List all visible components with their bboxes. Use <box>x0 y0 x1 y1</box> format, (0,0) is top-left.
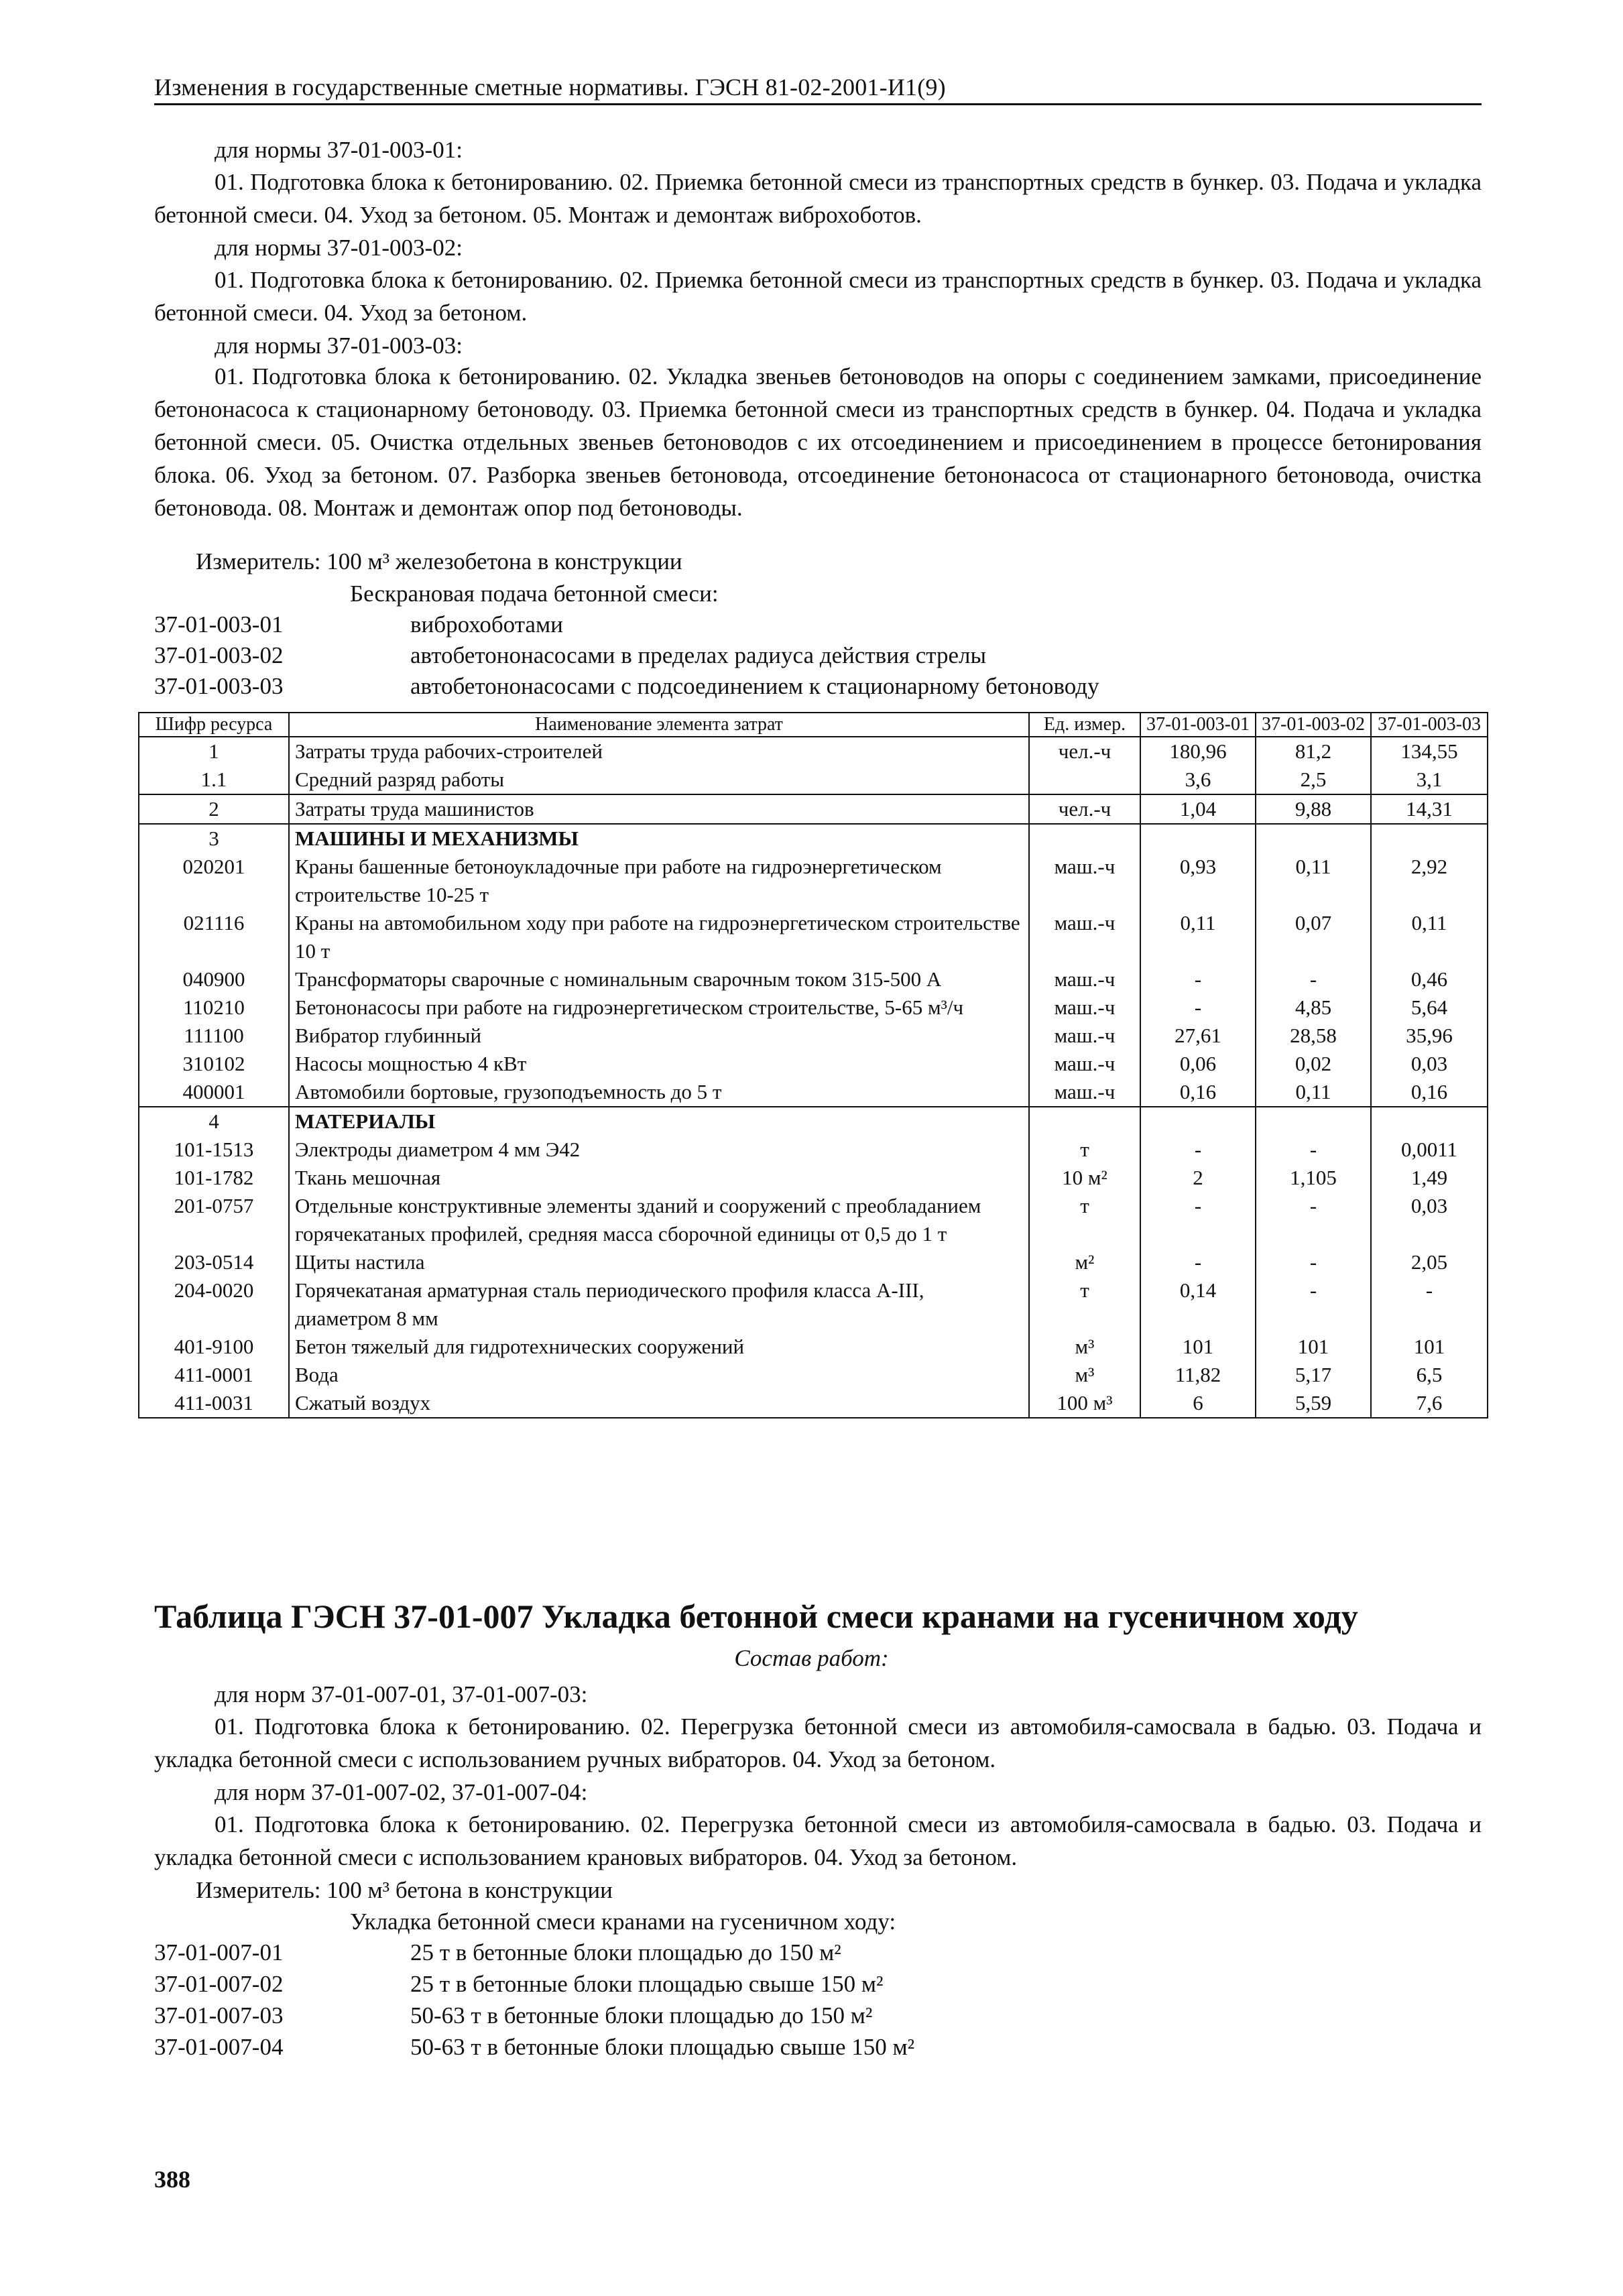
cell-value-3: 2,05 <box>1371 1248 1488 1276</box>
cell-value-3 <box>1371 1107 1488 1136</box>
cell-name: Сжатый воздух <box>289 1389 1029 1418</box>
cell-value-1 <box>1140 824 1256 853</box>
cell-code: 1 <box>139 737 289 766</box>
table-row <box>139 766 1488 794</box>
cell-name: Бетон тяжелый для гидротехнических сооружений <box>289 1333 1029 1361</box>
norm-text-body: 01. Подготовка блока к бетонированию. 02. Приемка бетонной смеси из транспортных средств в бункер. 03. Подача и укладка бетонной смеси. 04. Уход за бетоном. <box>154 267 1482 326</box>
cell-value-2: 0,11 <box>1256 1078 1371 1107</box>
cell-unit: чел.-ч <box>1029 737 1140 766</box>
cell-value-3: 0,46 <box>1371 965 1488 993</box>
item-code: 37-01-007-02 <box>154 1971 284 1997</box>
cell-value-2: 0,02 <box>1256 1050 1371 1078</box>
cell-name: Вода <box>289 1361 1029 1389</box>
norm-title: для нормы 37-01-003-01: <box>215 137 463 163</box>
cell-value-3: 0,11 <box>1371 909 1488 965</box>
item-desc: виброхоботами <box>410 611 563 638</box>
cell-value-1: 0,93 <box>1140 853 1256 909</box>
header-col2: 37-01-003-02 <box>1256 713 1371 737</box>
cell-value-1: - <box>1140 1136 1256 1164</box>
norm-text-body: 01. Подготовка блока к бетонированию. 02. Перегрузка бетонной смеси из автомобиля-самосвала в бадью. 03. Подача и укладка бетонной смеси с использованием крановых вибраторов. 04. Уход за бетоном. <box>154 1811 1482 1870</box>
norm-title: для нормы 37-01-003-03: <box>215 333 463 359</box>
cell-code: 310102 <box>139 1050 289 1078</box>
norm-text-body: 01. Подготовка блока к бетонированию. 02. Приемка бетонной смеси из транспортных средств в бункер. 03. Подача и укладка бетонной смеси. 04. Уход за бетоном. 05. Монтаж и демонтаж виброхоботов. <box>154 169 1482 228</box>
header-col1: 37-01-003-01 <box>1140 713 1256 737</box>
cell-code: 021116 <box>139 909 289 965</box>
table-row <box>139 1276 1488 1333</box>
cell-name: Насосы мощностью 4 кВт <box>289 1050 1029 1078</box>
cell-value-2: 101 <box>1256 1333 1371 1361</box>
cell-value-2: 0,07 <box>1256 909 1371 965</box>
cell-value-3: 1,49 <box>1371 1164 1488 1192</box>
cell-name: Затраты труда рабочих-строителей <box>289 737 1029 766</box>
cell-name: Горячекатаная арматурная сталь периодического профиля класса А-III, диаметром 8 мм <box>289 1276 1029 1333</box>
norm-title: для норм 37-01-007-02, 37-01-007-04: <box>215 1779 588 1805</box>
cell-value-1: 1,04 <box>1140 794 1256 824</box>
cell-code: 203-0514 <box>139 1248 289 1276</box>
norm-title: для нормы 37-01-003-02: <box>215 235 463 261</box>
cell-value-3: - <box>1371 1276 1488 1333</box>
cell-unit: т <box>1029 1192 1140 1248</box>
item-code: 37-01-003-03 <box>154 673 284 699</box>
item-code: 37-01-007-01 <box>154 1939 284 1966</box>
table-row <box>139 1107 1488 1136</box>
item-desc: 50-63 т в бетонные блоки площадью свыше 150 м² <box>410 2034 915 2060</box>
item-desc: автобетононасосами с подсоединением к стационарному бетоноводу <box>410 673 1099 699</box>
norm-text <box>154 360 1482 524</box>
cell-unit <box>1029 1107 1140 1136</box>
cell-code: 111100 <box>139 1022 289 1050</box>
item-desc: 25 т в бетонные блоки площадью свыше 150 м² <box>410 1971 884 1997</box>
cell-unit <box>1029 824 1140 853</box>
norm-title: для норм 37-01-007-01, 37-01-007-03: <box>215 1681 588 1707</box>
cell-value-3: 35,96 <box>1371 1022 1488 1050</box>
table-header-row <box>139 713 1488 737</box>
cell-value-1: - <box>1140 993 1256 1022</box>
cell-value-3: 0,03 <box>1371 1050 1488 1078</box>
item-code: 37-01-007-03 <box>154 2002 284 2029</box>
cell-value-1: 0,16 <box>1140 1078 1256 1107</box>
cell-value-3: 6,5 <box>1371 1361 1488 1389</box>
cell-unit: маш.-ч <box>1029 993 1140 1022</box>
item-desc: 25 т в бетонные блоки площадью до 150 м² <box>410 1939 841 1966</box>
cell-code: 411-0031 <box>139 1389 289 1418</box>
cell-unit: маш.-ч <box>1029 965 1140 993</box>
section-subtitle: Состав работ: <box>734 1645 889 1671</box>
header-col3: 37-01-003-03 <box>1371 713 1488 737</box>
table-row <box>139 794 1488 824</box>
cell-value-1: 11,82 <box>1140 1361 1256 1389</box>
cell-value-2: - <box>1256 965 1371 993</box>
table-row <box>139 1389 1488 1418</box>
cell-value-2: 2,5 <box>1256 766 1371 794</box>
cell-value-3: 101 <box>1371 1333 1488 1361</box>
cell-code: 020201 <box>139 853 289 909</box>
cell-value-2: 1,105 <box>1256 1164 1371 1192</box>
cell-value-2: 5,59 <box>1256 1389 1371 1418</box>
cell-value-3: 14,31 <box>1371 794 1488 824</box>
cell-unit: т <box>1029 1276 1140 1333</box>
cell-value-1: - <box>1140 1192 1256 1248</box>
cell-name: Электроды диаметром 4 мм Э42 <box>289 1136 1029 1164</box>
cell-code: 201-0757 <box>139 1192 289 1248</box>
cell-code: 204-0020 <box>139 1276 289 1333</box>
measure-unit: Измеритель: 100 м³ бетона в конструкции <box>196 1877 613 1903</box>
cell-value-3: 7,6 <box>1371 1389 1488 1418</box>
cell-unit: маш.-ч <box>1029 1050 1140 1078</box>
cell-value-3: 2,92 <box>1371 853 1488 909</box>
item-desc: автобетононасосами в пределах радиуса действия стрелы <box>410 642 987 668</box>
cell-value-2: 0,11 <box>1256 853 1371 909</box>
cell-name: Ткань мешочная <box>289 1164 1029 1192</box>
cell-name: Краны на автомобильном ходу при работе на гидроэнергетическом строительстве 10 т <box>289 909 1029 965</box>
cell-code: 101-1513 <box>139 1136 289 1164</box>
cell-value-1 <box>1140 1107 1256 1136</box>
cell-name: Затраты труда машинистов <box>289 794 1029 824</box>
cell-value-3 <box>1371 824 1488 853</box>
cell-value-3: 0,03 <box>1371 1192 1488 1248</box>
cell-value-2: - <box>1256 1276 1371 1333</box>
table-row <box>139 965 1488 993</box>
norm-text <box>154 1808 1482 1874</box>
cell-value-1: 101 <box>1140 1333 1256 1361</box>
item-code: 37-01-003-02 <box>154 642 284 668</box>
cell-name: Щиты настила <box>289 1248 1029 1276</box>
item-code: 37-01-003-01 <box>154 611 284 638</box>
table-row <box>139 1248 1488 1276</box>
cell-value-2: 9,88 <box>1256 794 1371 824</box>
cell-unit: т <box>1029 1136 1140 1164</box>
cell-unit: маш.-ч <box>1029 1078 1140 1107</box>
cell-name: Средний разряд работы <box>289 766 1029 794</box>
cell-value-2: 4,85 <box>1256 993 1371 1022</box>
cell-code: 4 <box>139 1107 289 1136</box>
cell-code: 411-0001 <box>139 1361 289 1389</box>
cell-name: Краны башенные бетоноукладочные при работе на гидроэнергетическом строительстве 10-25 т <box>289 853 1029 909</box>
cell-unit: маш.-ч <box>1029 909 1140 965</box>
table-row <box>139 1192 1488 1248</box>
norm-text <box>154 166 1482 231</box>
table-row <box>139 853 1488 909</box>
table-row <box>139 909 1488 965</box>
cell-value-1: - <box>1140 965 1256 993</box>
table-row <box>139 1164 1488 1192</box>
cell-value-1: 3,6 <box>1140 766 1256 794</box>
cell-code: 401-9100 <box>139 1333 289 1361</box>
cell-value-3: 5,64 <box>1371 993 1488 1022</box>
cell-value-2: - <box>1256 1248 1371 1276</box>
cell-value-1: 6 <box>1140 1389 1256 1418</box>
measure-unit: Измеритель: 100 м³ железобетона в конструкции <box>196 548 682 575</box>
cell-name: Трансформаторы сварочные с номинальным сварочным током 315-500 А <box>289 965 1029 993</box>
cell-code: 1.1 <box>139 766 289 794</box>
cell-code: 400001 <box>139 1078 289 1107</box>
cell-value-1: 0,06 <box>1140 1050 1256 1078</box>
cell-value-1: 27,61 <box>1140 1022 1256 1050</box>
norm-text <box>154 1710 1482 1776</box>
cell-value-3: 134,55 <box>1371 737 1488 766</box>
cell-unit <box>1029 766 1140 794</box>
cell-unit: 10 м² <box>1029 1164 1140 1192</box>
cell-unit: м² <box>1029 1248 1140 1276</box>
resource-table <box>138 712 1488 1418</box>
norm-text <box>154 263 1482 329</box>
header-name: Наименование элемента затрат <box>289 713 1029 737</box>
cell-value-3: 0,16 <box>1371 1078 1488 1107</box>
cell-value-2: 28,58 <box>1256 1022 1371 1050</box>
cell-value-2: 81,2 <box>1256 737 1371 766</box>
cell-code: 110210 <box>139 993 289 1022</box>
cell-value-1: 180,96 <box>1140 737 1256 766</box>
cell-unit: чел.-ч <box>1029 794 1140 824</box>
cell-value-2 <box>1256 824 1371 853</box>
item-code: 37-01-007-04 <box>154 2034 284 2060</box>
cell-code: 101-1782 <box>139 1164 289 1192</box>
table-row <box>139 1361 1488 1389</box>
table-row <box>139 1078 1488 1107</box>
item-desc: 50-63 т в бетонные блоки площадью до 150 м² <box>410 2002 873 2029</box>
table-row <box>139 1136 1488 1164</box>
header-code: Шифр ресурса <box>139 713 289 737</box>
cell-value-3: 3,1 <box>1371 766 1488 794</box>
cell-unit: м³ <box>1029 1361 1140 1389</box>
running-header: Изменения в государственные сметные нормативы. ГЭСН 81-02-2001-И1(9) <box>154 72 1482 105</box>
cell-value-2 <box>1256 1107 1371 1136</box>
cell-name: МАТЕРИАЛЫ <box>289 1107 1029 1136</box>
group-title: Бескрановая подача бетонной смеси: <box>350 581 719 607</box>
table-row <box>139 1333 1488 1361</box>
cell-name: Вибратор глубинный <box>289 1022 1029 1050</box>
table-row <box>139 1050 1488 1078</box>
norm-text-body: 01. Подготовка блока к бетонированию. 02. Перегрузка бетонной смеси из автомобиля-самосвала в бадью. 03. Подача и укладка бетонной смеси с использованием ручных вибраторов. 04. Уход за бетоном. <box>154 1713 1482 1772</box>
header-unit: Ед. измер. <box>1029 713 1140 737</box>
cell-value-1: 2 <box>1140 1164 1256 1192</box>
cell-unit: маш.-ч <box>1029 853 1140 909</box>
table-row <box>139 824 1488 853</box>
group-title: Укладка бетонной смеси кранами на гусеничном ходу: <box>350 1909 896 1935</box>
norm-text-body: 01. Подготовка блока к бетонированию. 02. Укладка звеньев бетоноводов на опоры с соединением замками, присоединение бетононасоса к стационарному бетоноводу. 03. Приемка бетонной смеси из транспортных средств в бункер. 04. Подача и укладка бетонной смеси. 05. Очистка отдельных звеньев бетоноводов с их отсоединением и присоединением в процессе бетонирования блока. 06. Уход за бетоном. 07. Разборка звеньев бетоновода, отсоединение бетононасоса от стационарного бетоновода, очистка бетоновода. 08. Монтаж и демонтаж опор под бетоноводы. <box>154 363 1482 521</box>
cell-code: 3 <box>139 824 289 853</box>
cell-unit: маш.-ч <box>1029 1022 1140 1050</box>
cell-unit: м³ <box>1029 1333 1140 1361</box>
cell-name: МАШИНЫ И МЕХАНИЗМЫ <box>289 824 1029 853</box>
cell-value-2: 5,17 <box>1256 1361 1371 1389</box>
cell-unit: 100 м³ <box>1029 1389 1140 1418</box>
cell-value-2: - <box>1256 1136 1371 1164</box>
cell-value-1: - <box>1140 1248 1256 1276</box>
table-row <box>139 1022 1488 1050</box>
table-row <box>139 737 1488 766</box>
cell-value-1: 0,14 <box>1140 1276 1256 1333</box>
cell-name: Автомобили бортовые, грузоподъемность до 5 т <box>289 1078 1029 1107</box>
cell-value-1: 0,11 <box>1140 909 1256 965</box>
cell-value-2: - <box>1256 1192 1371 1248</box>
cell-value-3: 0,0011 <box>1371 1136 1488 1164</box>
page-number: 388 <box>154 2166 190 2193</box>
cell-code: 2 <box>139 794 289 824</box>
cell-name: Бетононасосы при работе на гидроэнергетическом строительстве, 5-65 м³/ч <box>289 993 1029 1022</box>
section-title: Таблица ГЭСН 37-01-007 Укладка бетонной смеси кранами на гусеничном ходу <box>154 1597 1358 1635</box>
cell-name: Отдельные конструктивные элементы зданий и сооружений с преобладанием горячекатаных профилей, средняя масса сборочной единицы от 0,5 до 1 т <box>289 1192 1029 1248</box>
cell-code: 040900 <box>139 965 289 993</box>
table-row <box>139 993 1488 1022</box>
